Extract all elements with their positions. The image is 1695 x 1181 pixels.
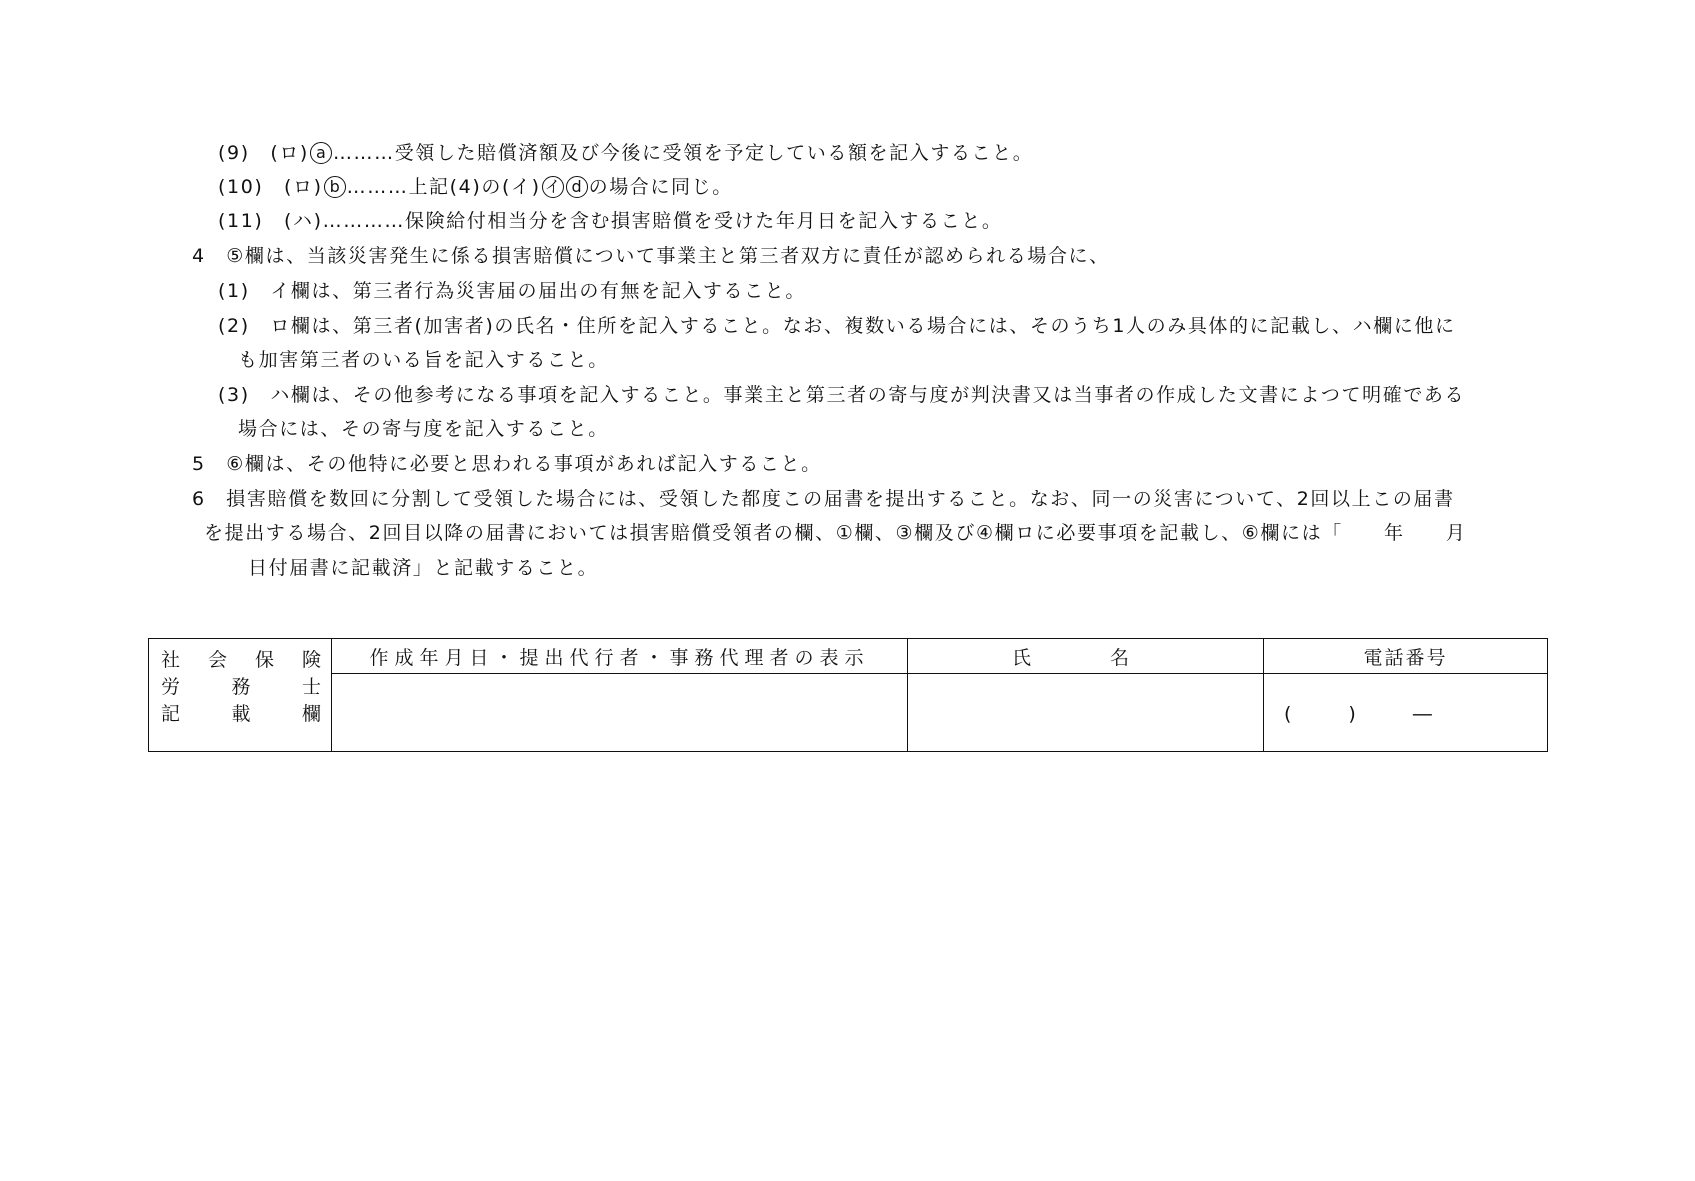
note-text: ………受領した賠償済額及び今後に受領を予定している額を記入すること。 [332,142,1034,164]
row-label-line-2 [161,674,321,701]
row-label-char: 務 [231,676,251,698]
row-label-char: 社 [161,649,181,671]
note-line-n10 [218,175,733,199]
creation-entry-cell[interactable] [332,674,908,752]
note-text: の場合に同じ。 [588,176,733,198]
note-text: 日付届書に記載済」と記載すること。 [248,557,599,579]
note-line-s5 [192,452,822,476]
note-text: ………上記(4)の(イ) [346,176,541,198]
circled-mark: イ [542,176,564,198]
row-label-line-3 [161,701,321,728]
note-line-n9 [218,141,1033,165]
row-label-char: 欄 [301,703,321,725]
row-label-char: 記 [161,703,181,725]
note-text: 5 ⑥欄は、その他特に必要と思われる事項があれば記入すること。 [192,453,822,475]
note-line-s4-2b [238,348,609,372]
note-text: (3) ハ欄は、その他参考になる事項を記入すること。事業主と第三者の寄与度が判決書又は当事者の作成した文書によつて明確である [218,384,1466,406]
note-line-s4-3b [238,417,609,441]
note-text: を提出する場合、2回目以降の届書においては損害賠償受領者の欄、①欄、③欄及び④欄ロに必要事項を記載し、⑥欄には「 年 月 [204,522,1467,544]
note-text: 場合には、その寄与度を記入すること。 [238,418,609,440]
row-label-char: 載 [231,703,251,725]
circled-mark: d [566,176,588,198]
note-text: (10) (ロ) [218,176,323,198]
note-line-n11 [218,209,1002,233]
row-label-char: 士 [301,676,321,698]
note-line-s4 [192,244,1110,268]
note-text: も加害第三者のいる旨を記入すること。 [238,349,609,371]
header-name: 氏 名 [908,639,1264,674]
note-line-s4-2a [218,314,1456,338]
row-label-line-1 [161,647,321,674]
row-label-char: 険 [301,649,321,671]
note-text: (9) (ロ) [218,142,309,164]
phone-entry-cell[interactable] [1264,674,1548,752]
note-line-s6a [192,487,1455,511]
circled-mark: b [324,176,346,198]
note-text: (11) (ハ)…………保険給付相当分を含む損害賠償を受けた年月日を記入すること。 [218,210,1003,232]
header-phone: 電話番号 [1264,639,1548,674]
note-text: (2) ロ欄は、第三者(加害者)の氏名・住所を記入すること。なお、複数いる場合には、そのうち1人のみ具体的に記載し、ハ欄に他に [218,315,1456,337]
labor-consultant-entry-table [148,638,1548,752]
row-label-char: 労 [161,676,181,698]
note-line-s4-3a [218,383,1465,407]
note-text: 6 損害賠償を数回に分割して受領した場合には、受領した都度この届書を提出すること。なお、同一の災害について、2回以上この届書 [192,488,1455,510]
note-line-s6c [248,556,598,580]
note-line-s6b [204,521,1466,545]
note-line-s4-1 [218,279,806,303]
circled-mark: a [310,142,332,164]
phone-format: ( ) ― [1284,703,1432,725]
header-creation: 作成年月日・提出代行者・事務代理者の表示 [332,639,908,674]
row-label-char: 会 [207,649,227,671]
note-text: 4 ⑤欄は、当該災害発生に係る損害賠償について事業主と第三者双方に責任が認められる場合に、 [192,245,1110,267]
row-label-char: 保 [254,649,274,671]
name-entry-cell[interactable] [908,674,1264,752]
note-text: (1) イ欄は、第三者行為災害届の届出の有無を記入すること。 [218,280,806,302]
row-label-cell [149,639,332,752]
